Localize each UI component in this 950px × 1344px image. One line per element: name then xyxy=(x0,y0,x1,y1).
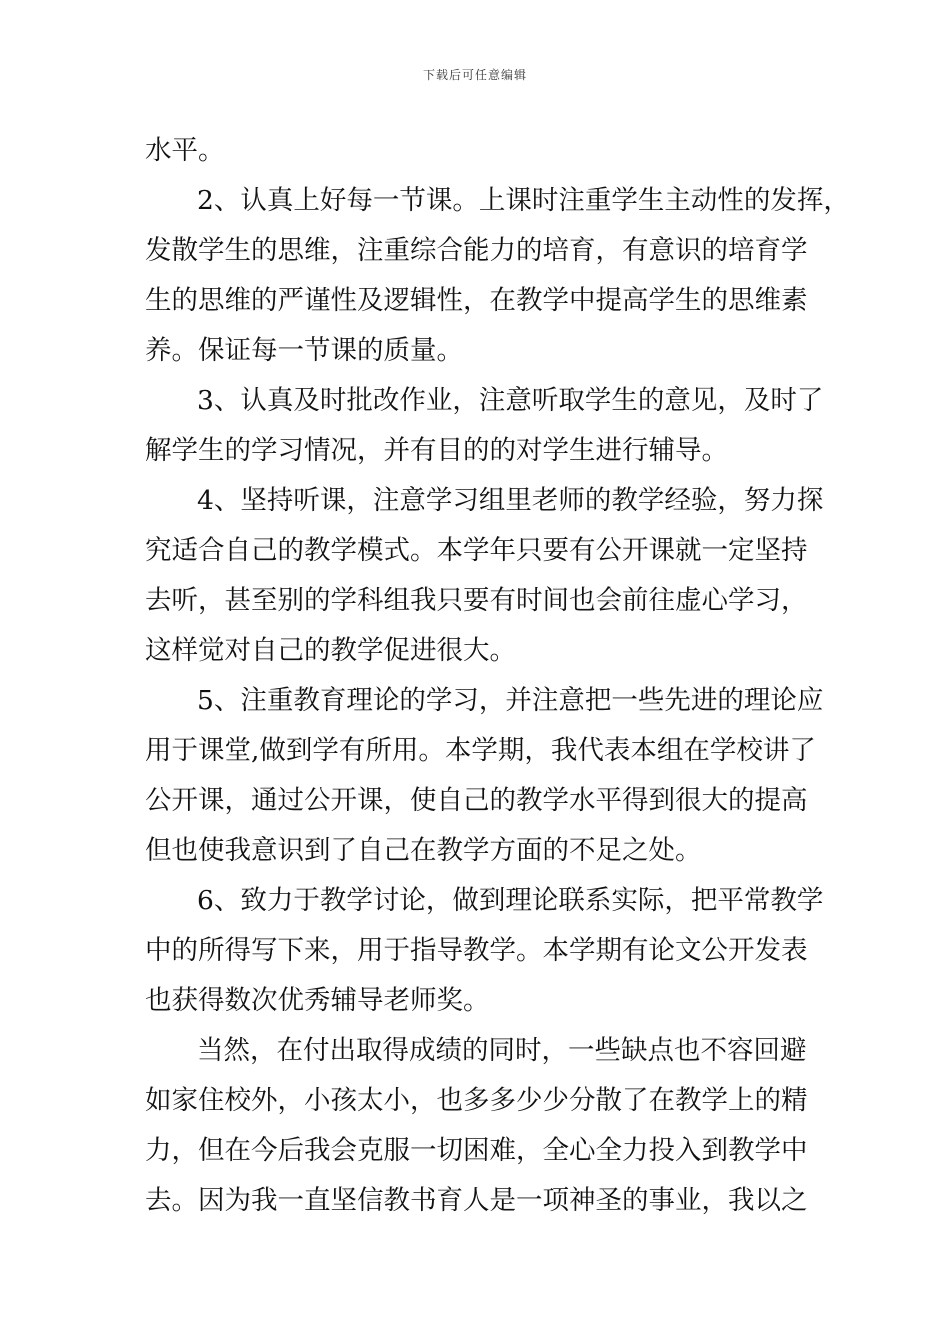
text-line: 解学生的学习情况，并有目的的对学生进行辅导。 xyxy=(145,435,728,466)
text-line: 6、致力于教学讨论，做到理论联系实际，把平常教学 xyxy=(197,885,824,916)
text-line: 究适合自己的教学模式。本学年只要有公开课就一定坚持 xyxy=(145,535,808,566)
text-line: 公开课，通过公开课，使自己的教学水平得到很大的提高 xyxy=(145,785,808,816)
text-line: 去。因为我一直坚信教书育人是一项神圣的事业，我以之 xyxy=(145,1185,808,1216)
text-line: 如家住校外，小孩太小，也多多少少分散了在教学上的精 xyxy=(145,1085,808,1116)
text-line: 中的所得写下来，用于指导教学。本学期有论文公开发表 xyxy=(145,935,808,966)
text-line: 养。保证每一节课的质量。 xyxy=(145,335,463,366)
text-line: 发散学生的思维，注重综合能力的培育，有意识的培育学 xyxy=(145,235,808,266)
text-line: 当然，在付出取得成绩的同时，一些缺点也不容回避 xyxy=(197,1035,807,1066)
page-header: 下载后可任意编辑 xyxy=(422,68,527,82)
text-line: 但也使我意识到了自己在教学方面的不足之处。 xyxy=(145,835,702,866)
text-line: 生的思维的严谨性及逻辑性，在教学中提高学生的思维素 xyxy=(145,285,808,316)
text-line: 也获得数次优秀辅导老师奖。 xyxy=(145,985,490,1016)
text-line: 去听，甚至别的学科组我只要有时间也会前往虚心学习， xyxy=(145,585,808,616)
text-line: 5、注重教育理论的学习，并注意把一些先进的理论应 xyxy=(197,685,824,716)
text-line: 4、坚持听课，注意学习组里老师的教学经验，努力探 xyxy=(197,485,824,516)
body-text xyxy=(145,126,850,1226)
text-line: 2、认真上好每一节课。上课时注重学生主动性的发挥， xyxy=(197,185,850,216)
text-line: 用于课堂,做到学有所用。本学期，我代表本组在学校讲了 xyxy=(145,735,816,766)
text-line: 这样觉对自己的教学促进很大。 xyxy=(145,635,516,666)
text-line: 3、认真及时批改作业，注意听取学生的意见，及时了 xyxy=(197,385,824,416)
text-line: 力，但在今后我会克服一切困难，全心全力投入到教学中 xyxy=(145,1135,808,1166)
text-line: 水平。 xyxy=(145,135,225,166)
